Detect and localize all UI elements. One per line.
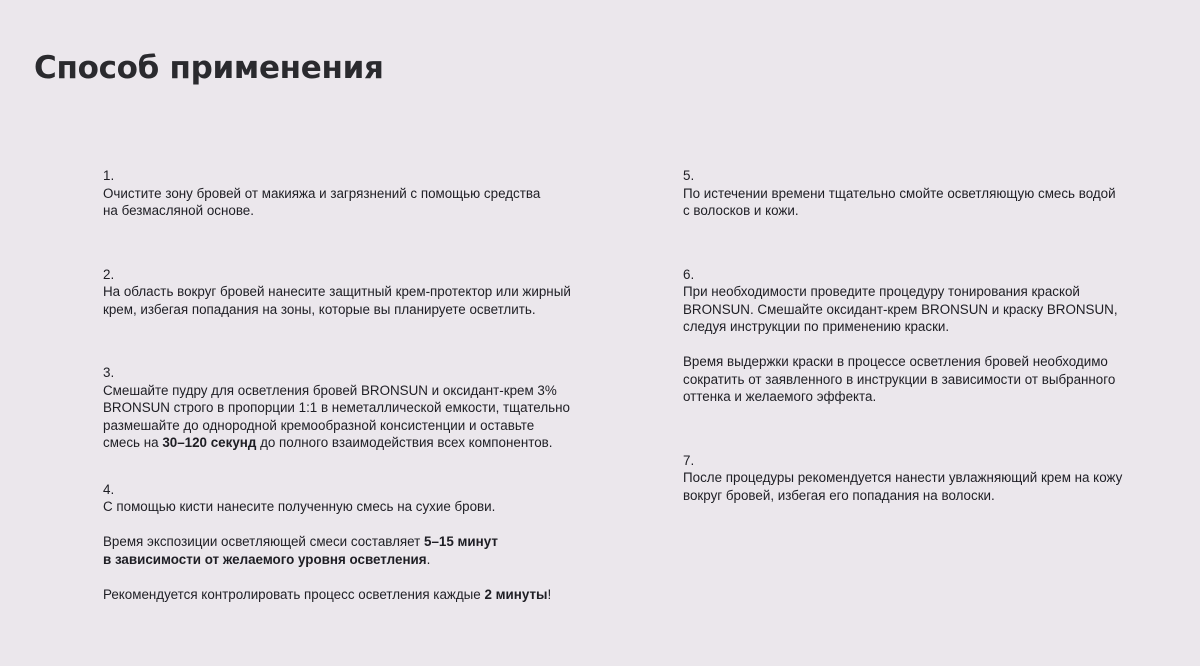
- step-line: крем, избегая попадания на зоны, которые вы планируете осветлить.: [103, 301, 536, 317]
- step-text: [103, 283, 648, 318]
- step-number: 3.: [103, 365, 115, 380]
- left-column: [103, 167, 648, 603]
- step-line: Время выдержки краски в процессе осветления бровей необходимо: [683, 354, 1108, 369]
- step-1: [103, 167, 648, 220]
- step-number: 7.: [683, 452, 695, 468]
- step-line: По истечении времени тщательно смойте осветляющую смесь водой: [683, 185, 1116, 201]
- emphasis-text: в зависимости от желаемого уровня осветления: [103, 551, 427, 567]
- step-line: размешайте до однородной кремообразной консистенции и оставьте: [103, 417, 535, 433]
- emphasis-duration: 5–15 минут: [424, 534, 498, 549]
- step-line: смесь на: [103, 435, 163, 450]
- step-line: После процедуры рекомендуется нанести увлажняющий крем на кожу: [683, 470, 1123, 485]
- step-line: на безмасляной основе.: [103, 203, 254, 218]
- page-title: Способ применения: [34, 50, 384, 86]
- step-line: .: [426, 551, 431, 567]
- step-text: С помощью кисти нанесите полученную смесь на сухие брови.: [103, 499, 496, 514]
- step-line: !: [547, 586, 552, 602]
- step-line: BRONSUN строго в пропорции 1:1 в неметаллической емкости, тщательно: [103, 400, 570, 415]
- emphasis-interval: 2 минуты: [484, 586, 548, 602]
- step-line: вокруг бровей, избегая его попадания на волоски.: [683, 487, 995, 503]
- step-text: [103, 533, 648, 568]
- step-text: [683, 283, 1193, 336]
- step-number: 2.: [103, 266, 115, 282]
- step-line: BRONSUN. Смешайте оксидант-крем BRONSUN и краску BRONSUN,: [683, 301, 1118, 317]
- step-number: 4.: [103, 481, 115, 497]
- step-line: сократить от заявленного в инструкции в зависимости от выбранного: [683, 371, 1116, 387]
- step-number: 6.: [683, 266, 695, 282]
- emphasis-duration: 30–120 секунд: [162, 435, 257, 450]
- step-number: 5.: [683, 168, 695, 183]
- step-text: [683, 353, 1193, 406]
- step-7: [683, 452, 1193, 505]
- step-3: [103, 364, 648, 452]
- step-line: оттенка и желаемого эффекта.: [683, 389, 877, 404]
- step-line: с волосков и кожи.: [683, 203, 799, 218]
- step-line: Время экспозиции осветляющей смеси составляет: [103, 534, 425, 549]
- step-6: [683, 266, 1193, 406]
- step-text: [103, 382, 648, 452]
- step-line: Смешайте пудру для осветления бровей BRONSUN и оксидант-крем 3%: [103, 382, 557, 398]
- step-4: [103, 481, 648, 604]
- step-text: [683, 469, 1193, 504]
- step-line: На область вокруг бровей нанесите защитный крем-протектор или жирный: [103, 284, 571, 299]
- step-number: 1.: [103, 168, 115, 183]
- right-column: [683, 167, 1193, 504]
- step-line: При необходимости проведите процедуру тонирования краской: [683, 284, 1080, 299]
- step-line: Рекомендуется контролировать процесс осветления каждые: [103, 586, 485, 602]
- step-text: [103, 586, 648, 604]
- step-text: [103, 185, 648, 220]
- step-2: [103, 266, 648, 319]
- step-5: [683, 167, 1193, 220]
- step-text: [683, 185, 1193, 220]
- step-line: следуя инструкции по применению краски.: [683, 319, 950, 334]
- step-line: Очистите зону бровей от макияжа и загрязнений с помощью средства: [103, 185, 541, 201]
- step-line: до полного взаимодействия всех компонентов.: [256, 435, 553, 450]
